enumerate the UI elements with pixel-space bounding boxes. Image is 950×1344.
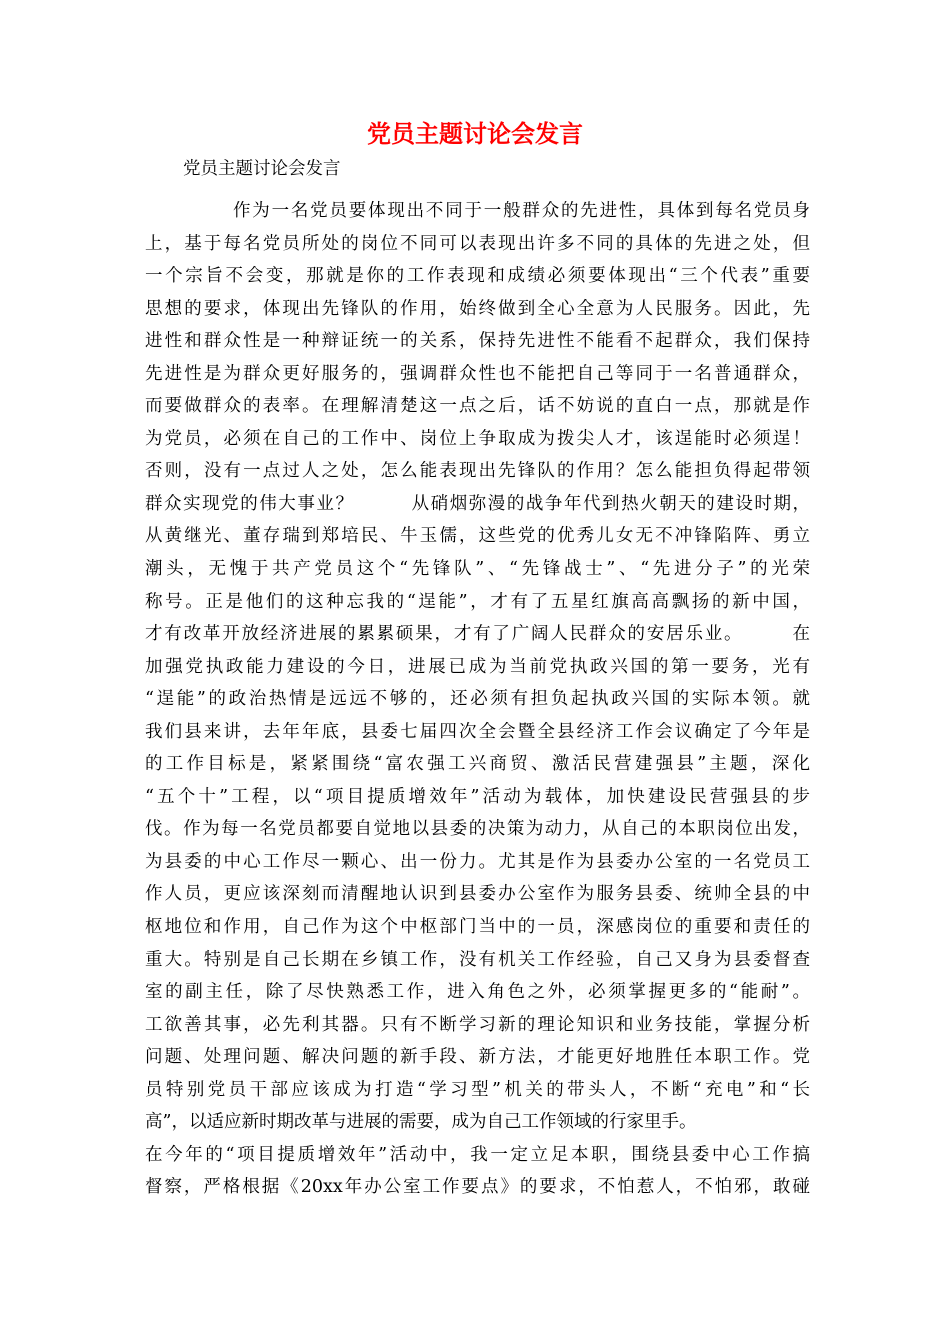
body-line: 伐。作为每一名党员都要自觉地以县委的决策为动力，从自己的本职岗位出发， (145, 819, 810, 840)
document-subtitle: 党员主题讨论会发言 (183, 159, 341, 179)
body-line: 为县委的中心工作尽一颗心、出一份力。尤其是作为县委办公室的一名党员工 (145, 851, 810, 872)
body-line: 否则，没有一点过人之处，怎么能表现出先锋队的作用？怎么能担负得起带领 (145, 461, 810, 482)
body-line: 而要做群众的表率。在理解清楚这一点之后，话不妨说的直白一点，那就是作 (145, 396, 810, 417)
body-line: 群众实现党的伟大事业？ 从硝烟弥漫的战争年代到热火朝天的建设时期， (145, 493, 810, 514)
body-line: 为党员，必须在自己的工作中、岗位上争取成为拨尖人才，该逞能时必须逞！ (145, 428, 810, 449)
body-line: 从黄继光、董存瑞到郑培民、牛玉儒，这些党的优秀儿女无不冲锋陷阵、勇立 (145, 526, 810, 547)
body-line: 枢地位和作用，自己作为这个中枢部门当中的一员，深感岗位的重要和责任的 (145, 917, 810, 938)
document-title: 党员主题讨论会发言 (367, 120, 583, 148)
document-body (145, 195, 810, 1204)
body-line: “五个十”工程，以“项目提质增效年”活动为载体，加快建设民营强县的步 (145, 786, 810, 807)
body-line: 问题、处理问题、解决问题的新手段、新方法，才能更好地胜任本职工作。党 (145, 1047, 810, 1068)
body-line: 一个宗旨不会变，那就是你的工作表现和成绩必须要体现出“三个代表”重要 (145, 266, 810, 287)
body-line: 重大。特别是自己长期在乡镇工作，没有机关工作经验，自己又身为县委督查 (145, 949, 810, 970)
body-line: “逞能”的政治热情是远远不够的，还必须有担负起执政兴国的实际本领。就 (145, 689, 810, 710)
body-line: 在今年的“项目提质增效年”活动中，我一定立足本职，围绕县委中心工作搞 (145, 1144, 810, 1165)
body-line: 先进性是为群众更好服务的，强调群众性也不能把自己等同于一名普通群众， (145, 363, 810, 384)
body-line: 思想的要求，体现出先锋队的作用，始终做到全心全意为人民服务。因此，先 (145, 298, 810, 319)
body-line: 称号。正是他们的这种忘我的“逞能”，才有了五星红旗高高飘扬的新中国， (145, 591, 810, 612)
body-line: 作人员，更应该深刻而清醒地认识到县委办公室作为服务县委、统帅全县的中 (145, 884, 810, 905)
body-line: 我们县来讲，去年年底，县委七届四次全会暨全县经济工作会议确定了今年是 (145, 721, 810, 742)
body-line: 室的副主任，除了尽快熟悉工作，进入角色之外，必须掌握更多的“能耐”。 (145, 982, 810, 1003)
body-line: 才有改革开放经济进展的累累硕果，才有了广阔人民群众的安居乐业。 在 (145, 624, 810, 645)
body-line: 工欲善其事，必先利其器。只有不断学习新的理论知识和业务技能，掌握分析 (145, 1014, 810, 1035)
body-line: 上，基于每名党员所处的岗位不同可以表现出许多不同的具体的先进之处，但 (145, 233, 810, 254)
body-line: 高”，以适应新时期改革与进展的需要，成为自己工作领域的行家里手。 (145, 1112, 697, 1133)
body-line: 督察，严格根据《20xx年办公室工作要点》的要求，不怕惹人，不怕邪，敢碰 (145, 1177, 810, 1198)
body-line: 员特别党员干部应该成为打造“学习型”机关的带头人，不断“充电”和“长 (145, 1079, 810, 1100)
body-line: 作为一名党员要体现出不同于一般群众的先进性，具体到每名党员身 (233, 201, 810, 221)
body-line: 进性和群众性是一种辩证统一的关系，保持先进性不能看不起群众，我们保持 (145, 331, 810, 352)
body-line: 加强党执政能力建设的今日，进展已成为当前党执政兴国的第一要务，光有 (145, 656, 810, 677)
body-line: 的工作目标是，紧紧围绕“富农强工兴商贸、激活民营建强县”主题，深化 (145, 754, 810, 775)
body-line: 潮头，无愧于共产党员这个“先锋队”、“先锋战士”、“先进分子”的光荣 (145, 559, 810, 580)
